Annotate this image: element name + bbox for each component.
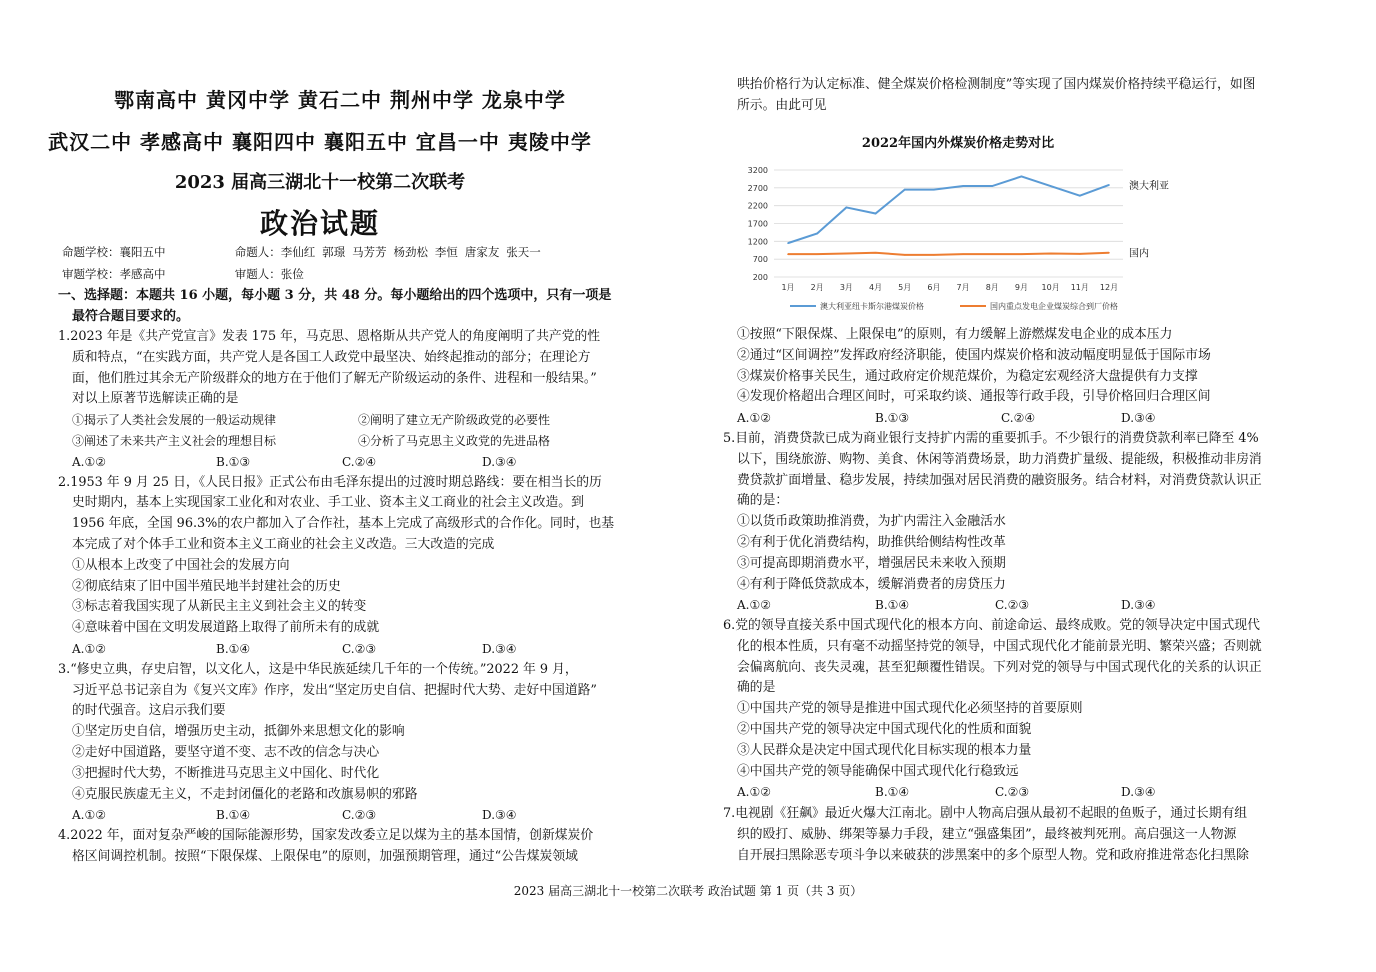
question-text-line: 费贷款扩面增量、稳步发展，持续加强对居民消费的融资服务。结合材料，对消费贷款认识正 <box>737 472 1262 488</box>
data-point <box>816 233 818 235</box>
meta-line-1: 命题学校：襄阳五中 命题人：李仙红 郭璟 马芳芳 杨劲松 李恒 唐家友 张天一 <box>62 245 541 259</box>
statement-4: ④中国共产党的领导能确保中国式现代化行稳致远 <box>737 763 1019 779</box>
data-point <box>1050 253 1052 255</box>
y-tick-label: 3200 <box>747 166 768 175</box>
statement-2: ②彻底结束了旧中国半殖民地半封建社会的历史 <box>72 578 341 594</box>
series-line-1 <box>788 253 1109 255</box>
statement-4: ④分析了马克思主义政党的先进品格 <box>358 433 551 448</box>
question-text-line: 以下，围绕旅游、购物、美食、休闲等消费场景，助力消费扩量级、提能级，积极推动非房消 <box>737 451 1262 467</box>
option-b[interactable]: B.①③ <box>216 454 251 469</box>
statement-2: ②走好中国道路，要坚守道不变、志不改的信念与决心 <box>72 744 380 760</box>
question-text-line: 确的是 <box>737 680 776 696</box>
subject-title: 政治试题 <box>259 207 380 240</box>
question-text-line: 质和特点，“在实践方面，共产党人是各国工人政党中最坚决、始终起推动的部分；在理论方 <box>72 349 591 365</box>
x-tick-label: 2月 <box>810 283 824 292</box>
statement-4: ④有利于降低贷款成本，缓解消费者的房贷压力 <box>737 576 1006 592</box>
data-point <box>1108 252 1110 254</box>
right-column-main <box>737 325 1322 429</box>
legend-label: 澳大利亚纽卡斯尔港煤炭价格 <box>820 302 924 311</box>
question-text-line: 3.“修史立典，存史启智，以文化人，这是中华民族延续几千年的一个传统。”2022 年 9 月， <box>58 661 578 677</box>
option-a[interactable]: A.①② <box>737 598 771 613</box>
question-text-line: 2.1953 年 9 月 25 日，《人民日报》正式公布由毛泽东提出的过渡时期总路线：要在相当长的历 <box>58 474 602 490</box>
statement-row <box>58 431 642 452</box>
answer-options <box>737 408 1322 429</box>
statement-2: ②阐明了建立无产阶级政党的必要性 <box>358 413 551 428</box>
data-point <box>1079 195 1081 197</box>
question-text-line: 1956 年底，全国 96.3%的农户都加入了合作社，基本上完成了高级形式的合作化。同时，也基 <box>72 516 615 532</box>
statement-1: ①揭示了人类社会发展的一般运动规律 <box>72 413 277 428</box>
x-tick-label: 5月 <box>898 283 912 292</box>
series-end-label: 国内 <box>1129 248 1149 260</box>
question-text-line: 化的根本性质，只有毫不动摇坚持党的领导，中国式现代化才能前景光明、繁荣兴盛；否则就 <box>737 638 1262 654</box>
option-b[interactable]: B.①④ <box>216 808 251 823</box>
data-point <box>962 185 964 187</box>
question-1 <box>58 327 642 473</box>
right-column-top <box>737 75 1322 117</box>
option-a[interactable]: A.①② <box>72 808 106 823</box>
data-point <box>816 253 818 255</box>
data-point <box>1108 184 1110 186</box>
question-text-line: 5.目前，消费贷款已成为商业银行支持扩内需的重要抓手。不少银行的消费贷款利率已降至 4% <box>723 431 1259 446</box>
data-point <box>904 254 906 256</box>
option-d[interactable]: D.③④ <box>1121 785 1156 800</box>
statement-3: ③可提高即期消费水平，增强居民未来收入预期 <box>737 555 1006 571</box>
data-point <box>787 253 789 255</box>
statement-3: ③把握时代大势，不断推进马克思主义中国化、时代化 <box>72 765 380 781</box>
data-point <box>846 207 848 209</box>
question-text-line: 6.党的领导直接关系中国式现代化的根本方向、前途命运、最终成败。党的领导决定中国式现代 <box>723 618 1260 633</box>
question-text-line: 史时期内，基本上实现国家工业化和对农业、手工业、资本主义工商业的社会主义改造。到 <box>72 495 584 511</box>
chart-title: 2022年国内外煤炭价格走势对比 <box>861 136 1055 151</box>
answer-options <box>58 452 642 473</box>
answer-options <box>58 639 642 660</box>
x-tick-label: 1月 <box>781 283 795 292</box>
option-c[interactable]: C.②③ <box>995 785 1030 800</box>
x-tick-label: 7月 <box>956 283 970 292</box>
question-text-line: 面，他们胜过其余无产阶级群众的地方在于他们了解无产阶级运动的条件、进程和一般结果。” <box>72 370 597 386</box>
y-tick-label: 1700 <box>747 219 768 229</box>
option-a[interactable]: A.①② <box>737 411 771 426</box>
x-tick-label: 11月 <box>1070 283 1089 292</box>
option-d[interactable]: D.③④ <box>482 808 517 823</box>
coal-price-chart <box>738 128 1178 318</box>
page-footer: 2023 届高三湖北十一校第二次联考 政治试题 第 1 页（共 3 页） <box>513 884 863 898</box>
statement-1: ①坚定历史自信，增强历史主动，抵御外来思想文化的影响 <box>72 724 405 740</box>
option-a[interactable]: A.①② <box>72 641 106 656</box>
option-b[interactable]: B.①④ <box>216 641 251 656</box>
option-a[interactable]: A.①② <box>737 785 771 800</box>
statement-row <box>58 410 642 431</box>
section-heading-line-1: 一、选择题：本题共 16 小题，每小题 3 分，共 48 分。每小题给出的四个选项中，只有一项是 <box>58 288 612 303</box>
section-heading-line-2: 最符合题目要求的。 <box>72 309 190 324</box>
question-2 <box>58 473 642 660</box>
option-c[interactable]: C.②③ <box>342 641 377 656</box>
left-column <box>58 327 642 868</box>
y-tick-label: 1200 <box>747 237 768 247</box>
statement-3: ③标志着我国实现了从新民主主义到社会主义的转变 <box>72 599 367 615</box>
option-a[interactable]: A.①② <box>72 454 106 469</box>
question-6 <box>723 616 1308 803</box>
option-b[interactable]: B.①④ <box>875 598 910 613</box>
answer-options <box>58 805 642 826</box>
statement-2: ②中国共产党的领导决定中国式现代化的性质和面貌 <box>737 721 1032 737</box>
question-text-line: 确的是： <box>737 493 789 509</box>
data-point <box>875 252 877 254</box>
x-tick-label: 6月 <box>927 283 941 292</box>
question-7 <box>723 804 1308 866</box>
statement-3: ③阐述了未来共产主义社会的理想目标 <box>72 433 277 448</box>
option-c[interactable]: C.②③ <box>342 808 377 823</box>
x-tick-label: 3月 <box>839 283 853 292</box>
question-text-line: 7.电视剧《狂飙》最近火爆大江南北。剧中人物高启强从最初不起眼的鱼贩子，通过长期有组 <box>723 806 1248 821</box>
y-tick-label: 200 <box>752 273 768 282</box>
statement-2: ②有利于优化消费结构，助推供给侧结构性改革 <box>737 534 1006 550</box>
answer-options <box>723 595 1308 616</box>
x-tick-label: 9月 <box>1014 283 1029 292</box>
answer-options <box>723 782 1308 803</box>
statement-1: ①按照“下限保煤、上限保电”的原则，有力缓解上游燃煤发电企业的成本压力 <box>737 327 1173 342</box>
data-point <box>962 253 964 255</box>
statement-4: ④发现价格超出合理区间时，可采取约谈、通报等行政手段，引导价格回归合理区间 <box>737 389 1211 405</box>
data-point <box>904 189 906 191</box>
question-text-line: 哄抬价格行为认定标准、健全煤炭价格检测制度”等实现了国内煤炭价格持续平稳运行，如图 <box>737 77 1256 92</box>
exam-title: 2023 届高三湖北十一校第二次联考 <box>174 172 466 193</box>
y-tick-label: 700 <box>752 255 768 265</box>
question-text-line: 本完成了对个体手工业和资本主义工商业的社会主义改造。三大改造的完成 <box>72 536 495 552</box>
meta-line-2: 审题学校：孝感高中 审题人：张俭 <box>62 267 304 281</box>
y-tick-label: 2700 <box>747 183 768 193</box>
y-tick-label: 2200 <box>747 201 768 211</box>
section-heading <box>58 285 650 327</box>
question-text-line: 格区间调控机制。按照“下限保煤、上限保电”的原则，加强预期管理，通过“公告煤炭领域 <box>72 848 578 864</box>
option-c[interactable]: C.②③ <box>995 598 1030 613</box>
schools-line-1: 鄂南高中 黄冈中学 黄石二中 荆州中学 龙泉中学 <box>114 88 566 112</box>
option-d[interactable]: D.③④ <box>1121 411 1156 426</box>
statement-1: ①从根本上改变了中国社会的发展方向 <box>72 557 290 573</box>
series-line-0 <box>788 176 1109 243</box>
data-point <box>1079 253 1081 255</box>
statement-4: ④克服民族虚无主义，不走封闭僵化的老路和改旗易帜的邪路 <box>72 786 418 802</box>
question-text-line: 所示。由此可见 <box>737 97 827 113</box>
question-3 <box>58 660 642 826</box>
data-point <box>991 253 993 255</box>
option-d[interactable]: D.③④ <box>482 641 517 656</box>
question-5 <box>723 429 1308 616</box>
statement-1: ①中国共产党的领导是推进中国式现代化必须坚持的首要原则 <box>737 701 1083 717</box>
data-point <box>787 242 789 244</box>
statement-2: ②通过“区间调控”发挥政府经济职能，使国内煤炭价格和波动幅度明显低于国际市场 <box>737 347 1211 363</box>
option-c[interactable]: C.②④ <box>342 454 377 469</box>
question-text-line: 习近平总书记亲自为《复兴文库》作序，发出“坚定历史自信、把握时代大势、走好中国道路” <box>72 682 597 698</box>
series-end-label: 澳大利亚 <box>1129 180 1169 192</box>
schools-line-2: 武汉二中 孝感高中 襄阳四中 襄阳五中 宜昌一中 夷陵中学 <box>48 130 592 154</box>
x-tick-label: 10月 <box>1041 283 1060 292</box>
question-4 <box>58 826 642 868</box>
option-c[interactable]: C.②④ <box>1001 411 1036 426</box>
data-point <box>933 189 935 191</box>
chart-svg <box>738 128 1178 318</box>
x-tick-label: 12月 <box>1099 283 1119 292</box>
legend-label: 国内重点发电企业煤炭综合到厂价格 <box>990 302 1118 311</box>
option-b[interactable]: B.①③ <box>875 411 910 426</box>
question-text-line: 的时代强音。这启示我们要 <box>72 703 226 719</box>
option-d[interactable]: D.③④ <box>482 454 517 469</box>
statement-4: ④意味着中国在文明发展道路上取得了前所未有的成就 <box>72 620 380 636</box>
data-point <box>846 253 848 255</box>
data-point <box>1021 253 1023 255</box>
question-text-line: 对以上原著节选解读正确的是 <box>72 391 239 407</box>
question-text-line: 织的殴打、威胁、绑架等暴力手段，建立“强盛集团”，最终被判死刑。高启强这一人物源 <box>737 826 1237 842</box>
x-tick-label: 4月 <box>868 283 883 292</box>
data-point <box>875 213 877 215</box>
question-text-line: 会偏离航向、丧失灵魂，甚至犯颠覆性错误。下列对党的领导与中国式现代化的关系的认识正 <box>737 659 1262 675</box>
option-b[interactable]: B.①④ <box>875 785 910 800</box>
question-text-line: 1.2023 年是《共产党宣言》发表 175 年，马克思、恩格斯从共产党人的角度阐明了共产党的性 <box>58 329 601 344</box>
question-text-line: 自开展扫黑除恶专项斗争以来破获的涉黑案中的多个原型人物。党和政府推进常态化扫黑除 <box>737 847 1249 863</box>
option-d[interactable]: D.③④ <box>1121 598 1156 613</box>
question-text-line: 4.2022 年，面对复杂严峻的国际能源形势，国家发改委立足以煤为主的基本国情，创新煤炭价 <box>58 828 594 844</box>
data-point <box>1050 185 1052 187</box>
statement-3: ③煤炭价格事关民生，通过政府定价规范煤价，为稳定宏观经济大盘提供有力支撑 <box>737 368 1198 384</box>
data-point <box>933 254 935 256</box>
x-tick-label: 8月 <box>985 283 999 292</box>
data-point <box>991 185 993 187</box>
statement-1: ①以货币政策助推消费，为扩内需注入金融活水 <box>737 514 1006 530</box>
data-point <box>1021 176 1023 178</box>
statement-3: ③人民群众是决定中国式现代化目标实现的根本力量 <box>737 742 1032 758</box>
